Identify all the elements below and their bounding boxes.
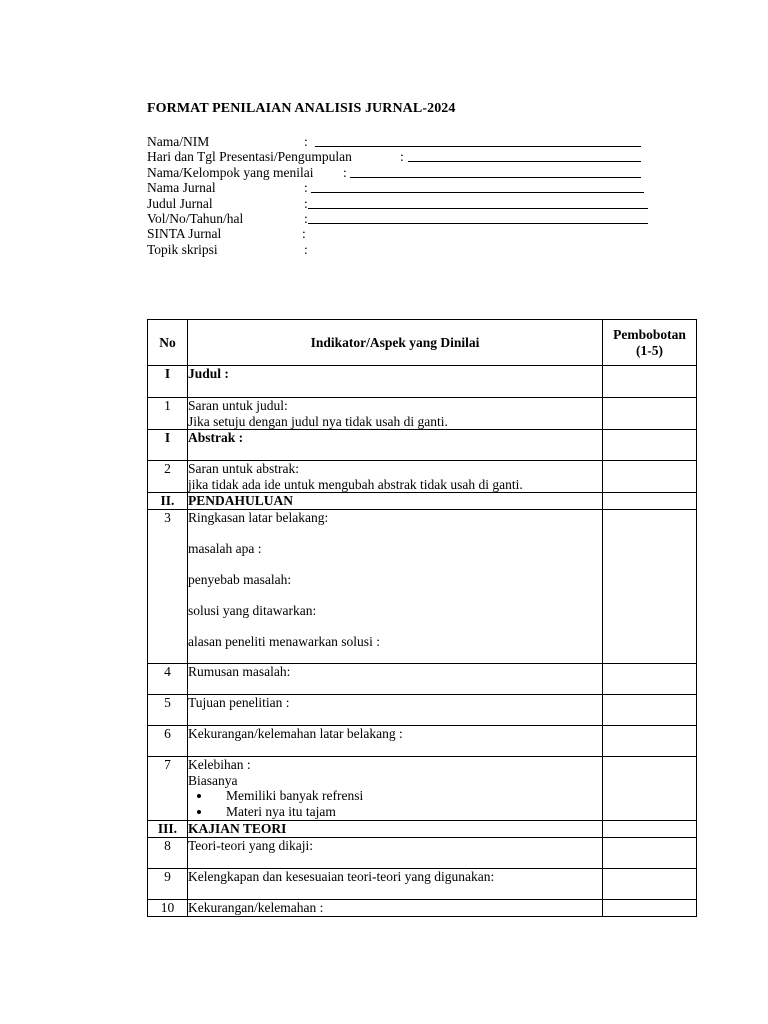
score-cell[interactable] [603,695,697,726]
row-number: 6 [148,726,188,757]
row-number: 4 [148,664,188,695]
section-title: KAJIAN TEORI [188,821,603,838]
form-title: FORMAT PENILAIAN ANALISIS JURNAL-2024 [147,101,456,116]
table-row [148,869,697,900]
field-label: SINTA Jurnal [147,226,222,242]
row-number: II. [148,493,188,510]
score-cell[interactable] [603,366,697,398]
table-row [148,430,697,461]
fill-line[interactable] [408,161,641,162]
assessment-table [147,319,697,917]
row-text: Teori-teori yang dikaji: [188,838,603,869]
row-number: 9 [148,869,188,900]
table-row [148,664,697,695]
field-colon: : [304,180,308,196]
row-text-line: Saran untuk judul: [188,398,288,413]
header-pembobotan [603,320,697,366]
row-number: I [148,430,188,461]
fill-line[interactable] [350,177,641,178]
score-cell[interactable] [603,430,697,461]
score-cell[interactable] [603,821,697,838]
row-text: Rumusan masalah: [188,664,603,695]
header-pembobotan-line1: Pembobotan [613,326,686,342]
row-text-line: alasan peneliti menawarkan solusi : [188,634,380,649]
field-colon: : [304,241,308,257]
field-colon: : [304,210,308,226]
row-number: 8 [148,838,188,869]
fill-line[interactable] [315,146,641,147]
score-cell[interactable] [603,510,697,664]
table-row [148,398,697,430]
row-text [188,461,603,493]
row-text [188,510,603,664]
table-row [148,821,697,838]
row-text-line: Jika setuju dengan judul nya tidak usah di ganti. [188,413,448,429]
score-cell[interactable] [603,900,697,917]
row-number: III. [148,821,188,838]
row-text-line: solusi yang ditawarkan: [188,603,317,618]
row-text-line: penyebab masalah: [188,572,292,587]
field-colon: : [343,164,347,180]
row-number: 3 [148,510,188,664]
field-label: Hari dan Tgl Presentasi/Pengumpulan [147,149,352,165]
field-label: Topik skripsi [147,241,218,257]
row-text-line: jika tidak ada ide untuk mengubah abstrak tidak usah di ganti. [188,476,523,492]
row-text-line: masalah apa : [188,541,262,556]
score-cell[interactable] [603,461,697,493]
row-number: 5 [148,695,188,726]
table-row [148,900,697,917]
field-label: Nama/NIM [147,134,210,149]
field-colon: : [304,134,308,149]
score-cell[interactable] [603,398,697,430]
list-item: • Materi nya itu tajam [212,804,602,820]
field-colon: : [302,226,306,242]
row-text [188,398,603,430]
table-row [148,366,697,398]
section-title: Judul : [188,366,603,398]
score-cell[interactable] [603,757,697,821]
section-title: PENDAHULUAN [188,493,603,510]
header-pembobotan-line2: (1-5) [636,342,663,358]
row-text: Tujuan penelitian : [188,695,603,726]
table-row [148,726,697,757]
score-cell[interactable] [603,664,697,695]
fill-line[interactable] [308,223,648,224]
table-header-row [148,320,697,366]
row-text-line: Saran untuk abstrak: [188,461,299,476]
score-cell[interactable] [603,493,697,510]
table-row [148,757,697,821]
row-text [188,757,603,821]
table-row [148,510,697,664]
score-cell[interactable] [603,869,697,900]
bullet-list [188,788,602,819]
field-colon: : [400,149,404,165]
fill-line[interactable] [311,192,644,193]
score-cell[interactable] [603,726,697,757]
row-text-line: Ringkasan latar belakang: [188,510,329,525]
field-colon: : [304,195,308,211]
row-text: Kekurangan/kelemahan : [188,900,603,917]
field-label: Vol/No/Tahun/hal [147,210,244,226]
fill-line[interactable] [308,208,648,209]
row-number: 7 [148,757,188,821]
row-number: I [148,366,188,398]
table-row [148,695,697,726]
row-number: 2 [148,461,188,493]
table-row [148,461,697,493]
field-label: Nama/Kelompok yang menilai [147,164,314,180]
score-cell[interactable] [603,838,697,869]
row-number: 1 [148,398,188,430]
field-label: Nama Jurnal [147,180,216,196]
row-text: Kekurangan/kelemahan latar belakang : [188,726,603,757]
list-item: • Memiliki banyak refrensi [212,788,602,804]
row-text-line: Biasanya [188,772,238,788]
table-row [148,838,697,869]
row-number: 10 [148,900,188,917]
field-label: Judul Jurnal [147,195,213,211]
section-title: Abstrak : [188,430,603,461]
table-row [148,493,697,510]
row-text: Kelengkapan dan kesesuaian teori-teori yang digunakan: [188,869,603,900]
row-text-line: Kelebihan : [188,757,251,772]
header-indikator: Indikator/Aspek yang Dinilai [188,320,603,366]
header-no: No [148,320,188,366]
